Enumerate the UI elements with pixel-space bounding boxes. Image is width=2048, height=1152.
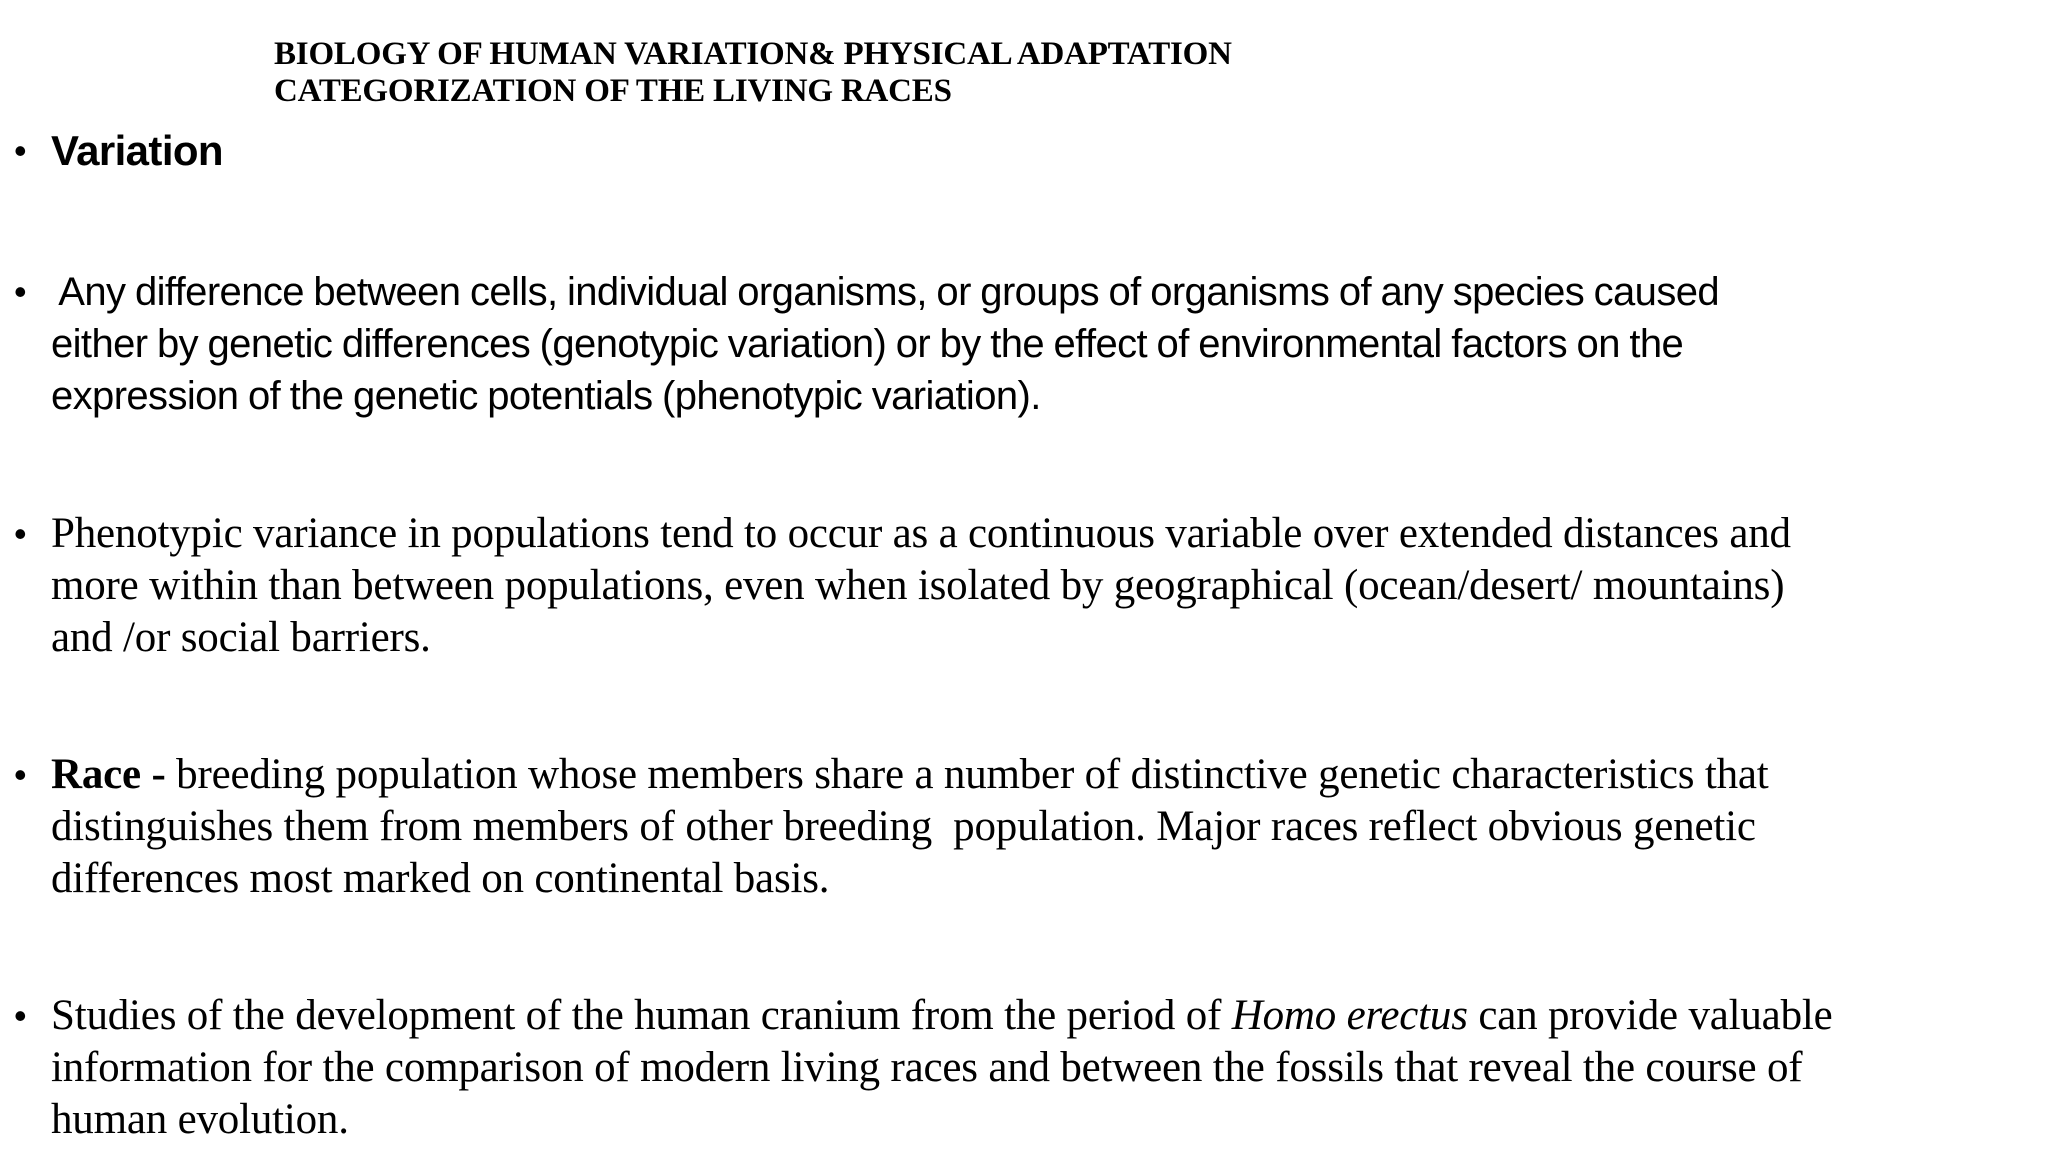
text-line: differences most marked on continental basis. bbox=[51, 855, 830, 902]
bullet-text bbox=[51, 508, 2047, 664]
text-line bbox=[51, 990, 2047, 1042]
bullet-icon: • bbox=[14, 754, 27, 795]
text-line bbox=[51, 749, 2047, 801]
text-line: Phenotypic variance in populations tend to occur as a continuous variable over extended distances and bbox=[51, 510, 1791, 557]
bullet-icon: • bbox=[14, 995, 27, 1036]
bullet-icon: • bbox=[14, 271, 27, 312]
text-segment: can provide valuable bbox=[1467, 992, 1833, 1039]
text-line: Any difference between cells, individual organisms, or groups of organisms of any species caused bbox=[51, 270, 1720, 314]
race-definition: breeding population whose members share a number of distinctive genetic characteristics that bbox=[165, 751, 1769, 798]
bullet-text bbox=[51, 266, 2047, 422]
text-line: either by genetic differences (genotypic variation) or by the effect of environmental factors on the bbox=[51, 322, 1684, 366]
text-line: and /or social barriers. bbox=[51, 614, 431, 661]
race-term: Race - bbox=[51, 751, 166, 798]
slide-title bbox=[274, 36, 1232, 110]
bullet-icon: • bbox=[14, 130, 27, 171]
text-line: more within than between populations, even when isolated by geographical (ocean/desert/ mountains) bbox=[51, 562, 1785, 609]
text-line: information for the comparison of modern living races and between the fossils that reveal the course of bbox=[51, 1044, 1803, 1091]
text-line: human evolution. bbox=[51, 1096, 349, 1143]
bullet-text bbox=[51, 990, 2047, 1146]
title-line-2: CATEGORIZATION OF THE LIVING RACES bbox=[274, 73, 952, 109]
text-line: distinguishes them from members of other breeding population. Major races reflect obvious genetic bbox=[51, 803, 1756, 850]
bullet-heading bbox=[51, 125, 2047, 177]
title-line-1: BIOLOGY OF HUMAN VARIATION& PHYSICAL ADAPTATION bbox=[274, 36, 1232, 72]
species-name: Homo erectus bbox=[1231, 992, 1468, 1039]
bullet-icon: • bbox=[14, 513, 27, 554]
heading-text: Variation bbox=[51, 127, 223, 174]
text-line: expression of the genetic potentials (phenotypic variation). bbox=[51, 374, 1041, 418]
bullet-text bbox=[51, 749, 2047, 905]
text-segment: Studies of the development of the human cranium from the period of bbox=[51, 992, 1232, 1039]
